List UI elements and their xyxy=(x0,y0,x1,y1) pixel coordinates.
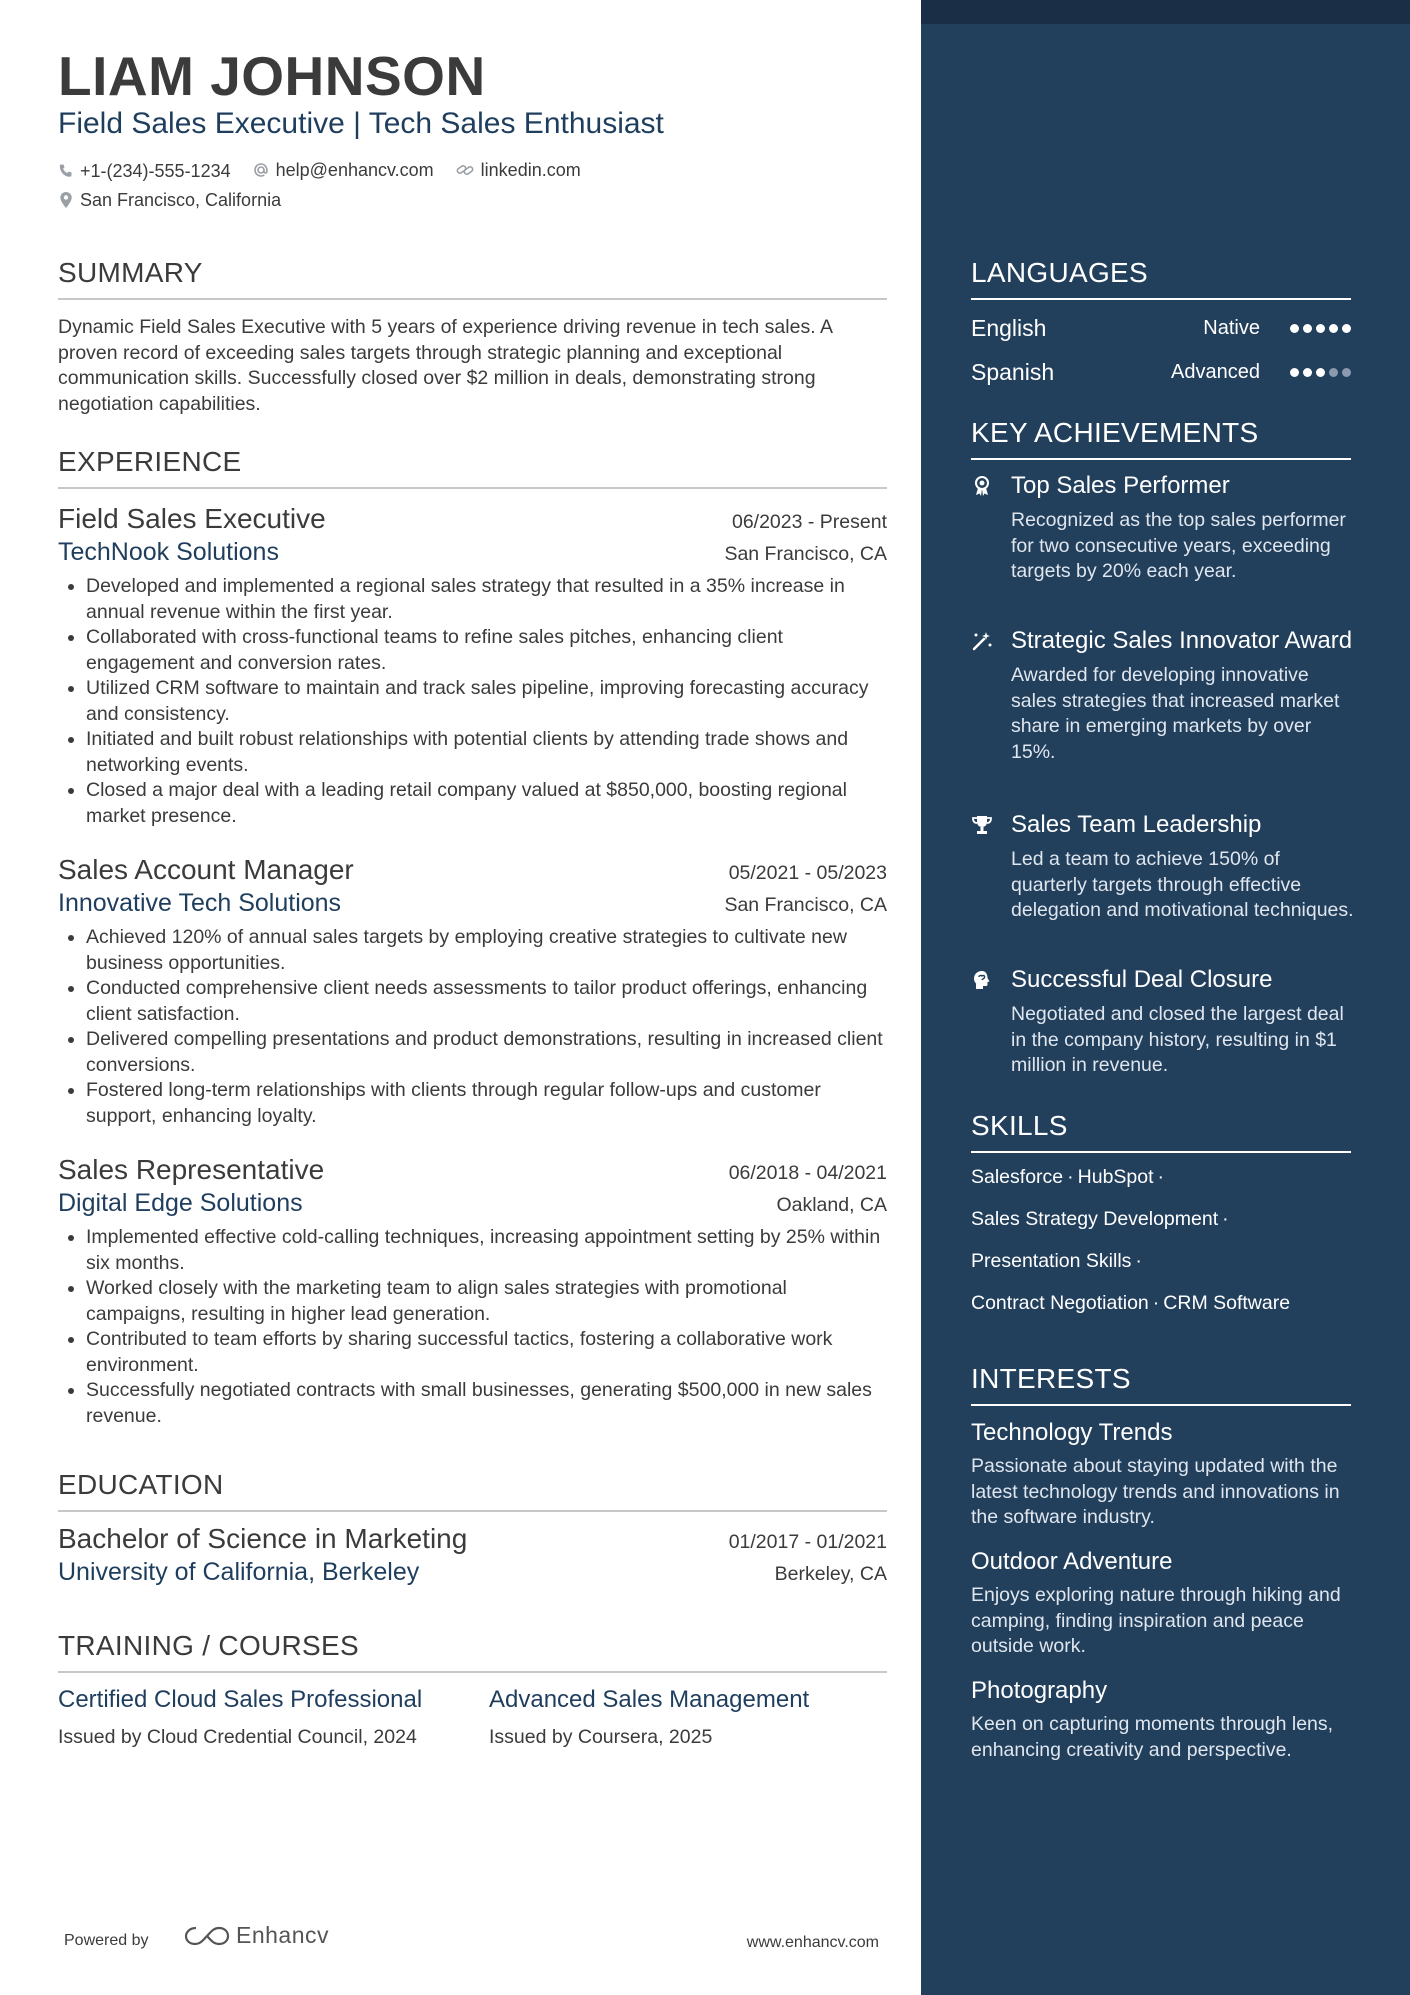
language-name: Spanish xyxy=(971,358,1055,385)
skills-line xyxy=(971,1250,1146,1273)
languages-heading: LANGUAGES xyxy=(971,256,1351,300)
achievement-title: Top Sales Performer xyxy=(1011,472,1230,499)
job-dates: 06/2018 - 04/2021 xyxy=(728,1162,887,1184)
bullet-item: • Delivered compelling presentations and product demonstrations, resulting in increased client conversions. xyxy=(86,1027,887,1078)
achievements-heading: KEY ACHIEVEMENTS xyxy=(971,416,1351,460)
rating-dot-filled xyxy=(1303,368,1312,377)
achievement-desc: Negotiated and closed the largest deal in the company history, resulting in $1 million in revenue. xyxy=(1011,1003,1344,1076)
skill-separator: · xyxy=(1135,1250,1142,1272)
job-title: Sales Account Manager xyxy=(58,854,354,885)
bullet-item: • Utilized CRM software to maintain and track sales pipeline, improving forecasting accuracy and consistency. xyxy=(86,676,887,727)
language-rating xyxy=(1290,324,1351,333)
job-title: Field Sales Executive xyxy=(58,503,326,534)
contact-location xyxy=(58,188,281,212)
language-name: English xyxy=(971,314,1047,341)
company-name: Innovative Tech Solutions xyxy=(58,889,342,917)
skill-item: HubSpot xyxy=(1077,1166,1154,1188)
sidebar-top-strip xyxy=(921,0,1410,24)
bullet-item: • Initiated and built robust relationships with potential clients by attending trade shows and networking events. xyxy=(86,727,887,778)
job-entry xyxy=(58,502,887,829)
achievement-desc: Awarded for developing innovative sales strategies that increased market share in emerging markets by over 15%. xyxy=(1011,664,1340,763)
skills-heading: SKILLS xyxy=(971,1109,1351,1153)
bullet-item: • Developed and implemented a regional sales strategy that resulted in a 35% increase in annual revenue within the first year. xyxy=(86,574,887,625)
at-sign-icon xyxy=(252,161,270,179)
magic-wand-icon xyxy=(971,630,993,652)
interest-item xyxy=(971,1547,1356,1660)
location-text: San Francisco, California xyxy=(80,189,282,210)
brain-head-icon xyxy=(971,969,993,991)
interests-heading: INTERESTS xyxy=(971,1362,1351,1406)
phone-icon xyxy=(58,163,74,179)
job-bullets xyxy=(58,1225,887,1429)
rating-dot-filled xyxy=(1290,368,1299,377)
company-name: TechNook Solutions xyxy=(58,538,279,566)
rating-dot-filled xyxy=(1342,324,1351,333)
bullet-item: • Conducted comprehensive client needs assessments to tailor product offerings, enhancing client satisfaction. xyxy=(86,976,887,1027)
contact-info xyxy=(58,158,898,214)
course-entry xyxy=(489,1685,884,1751)
achievement-item xyxy=(971,965,1356,1079)
phone-text: +1-(234)-555-1234 xyxy=(80,160,231,181)
achievement-title: Strategic Sales Innovator Award xyxy=(1011,627,1353,654)
job-entry xyxy=(58,853,887,1129)
contact-linkedin[interactable] xyxy=(455,158,581,182)
language-rating xyxy=(1290,368,1351,377)
contact-phone[interactable] xyxy=(58,159,231,183)
course-issuer: Issued by Coursera, 2025 xyxy=(489,1726,713,1748)
bullet-item: • Implemented effective cold-calling techniques, increasing appointment setting by 25% within six months. xyxy=(86,1225,887,1276)
skill-item: Presentation Skills xyxy=(971,1250,1132,1272)
footer-url[interactable]: www.enhancv.com xyxy=(746,1934,879,1951)
enhancv-logo-icon xyxy=(184,1924,230,1948)
job-title: Sales Representative xyxy=(58,1154,325,1185)
job-entry xyxy=(58,1153,887,1429)
achievement-desc: Led a team to achieve 150% of quarterly targets through effective delegation and motivational techniques. xyxy=(1011,848,1354,921)
rating-dot-filled xyxy=(1303,324,1312,333)
job-location: San Francisco, CA xyxy=(724,543,887,565)
location-pin-icon xyxy=(58,191,74,209)
award-ribbon-icon xyxy=(971,475,993,497)
interest-title: Photography xyxy=(971,1677,1108,1704)
achievement-desc: Recognized as the top sales performer for two consecutive years, exceeding targets by 20% each year. xyxy=(1011,509,1346,582)
rating-dot-filled xyxy=(1316,368,1325,377)
language-level: Native xyxy=(1203,316,1260,339)
rating-dot-empty xyxy=(1329,368,1338,377)
education-heading: EDUCATION xyxy=(58,1468,887,1512)
job-bullets xyxy=(58,925,887,1129)
summary-heading: SUMMARY xyxy=(58,256,887,300)
course-issuer: Issued by Cloud Credential Council, 2024 xyxy=(58,1726,417,1748)
bullet-item: • Closed a major deal with a leading retail company valued at $850,000, boosting regional market presence. xyxy=(86,778,887,829)
achievement-item xyxy=(971,810,1356,924)
degree-name: Bachelor of Science in Marketing xyxy=(58,1523,468,1554)
rating-dot-filled xyxy=(1290,324,1299,333)
language-row xyxy=(971,312,1351,344)
bullet-item: • Successfully negotiated contracts with small businesses, generating $500,000 in new sales revenue. xyxy=(86,1378,887,1429)
link-icon xyxy=(455,161,475,179)
interest-title: Outdoor Adventure xyxy=(971,1548,1173,1575)
school-name: University of California, Berkeley xyxy=(58,1558,420,1586)
skill-item: Sales Strategy Development xyxy=(971,1208,1219,1230)
job-bullets xyxy=(58,574,887,829)
achievement-title: Sales Team Leadership xyxy=(1011,811,1262,838)
course-entry xyxy=(58,1685,453,1751)
achievement-item xyxy=(971,471,1356,585)
rating-dot-filled xyxy=(1316,324,1325,333)
linkedin-text: linkedin.com xyxy=(480,159,581,180)
skill-separator: · xyxy=(1152,1292,1160,1314)
skills-line xyxy=(971,1166,1168,1189)
rating-dot-empty xyxy=(1342,368,1351,377)
summary-text: Dynamic Field Sales Executive with 5 years of experience driving revenue in tech sales. A proven record of exceeding sales targets through strategic planning and exceptional communication skills. Successfully closed over $2 million in deals, demonstrating strong negotiation capabilities. xyxy=(58,316,832,415)
interest-item xyxy=(971,1418,1356,1531)
achievement-item xyxy=(971,626,1356,765)
bullet-item: • Contributed to team efforts by sharing successful tactics, fostering a collaborative work environment. xyxy=(86,1327,887,1378)
course-name: Certified Cloud Sales Professional xyxy=(58,1686,423,1713)
bullet-item: • Achieved 120% of annual sales targets by employing creative strategies to cultivate new business opportunities. xyxy=(86,925,887,976)
job-dates: 06/2023 - Present xyxy=(731,511,887,533)
job-dates: 05/2021 - 05/2023 xyxy=(728,862,887,884)
skill-item: Salesforce xyxy=(971,1166,1064,1188)
rating-dot-filled xyxy=(1329,324,1338,333)
interest-title: Technology Trends xyxy=(971,1419,1173,1446)
skill-separator: · xyxy=(1157,1166,1165,1188)
brand-name: Enhancv xyxy=(236,1922,330,1948)
skill-separator: · xyxy=(1067,1166,1074,1188)
education-dates: 01/2017 - 01/2021 xyxy=(728,1531,887,1553)
education-location: Berkeley, CA xyxy=(774,1563,887,1585)
training-heading: TRAINING / COURSES xyxy=(58,1629,887,1673)
job-location: Oakland, CA xyxy=(776,1194,887,1216)
email-text: help@enhancv.com xyxy=(275,159,434,180)
skills-line xyxy=(971,1292,1290,1315)
skills-line xyxy=(971,1208,1233,1231)
course-name: Advanced Sales Management xyxy=(489,1686,810,1713)
skill-item: CRM Software xyxy=(1163,1292,1291,1314)
enhancv-logo[interactable] xyxy=(184,1922,329,1949)
candidate-name: LIAM JOHNSON xyxy=(58,45,486,107)
education-entry xyxy=(58,1522,887,1588)
interest-desc: Passionate about staying updated with the latest technology trends and innovations in the software industry. xyxy=(971,1455,1340,1528)
job-location: San Francisco, CA xyxy=(724,894,887,916)
skill-item: Contract Negotiation xyxy=(971,1292,1149,1314)
achievement-title: Successful Deal Closure xyxy=(1011,966,1273,993)
powered-by-label: Powered by xyxy=(64,1932,149,1949)
skill-separator: · xyxy=(1222,1208,1229,1230)
language-row xyxy=(971,356,1351,388)
trophy-icon xyxy=(971,814,993,836)
bullet-item: • Fostered long-term relationships with clients through regular follow-ups and customer support, enhancing loyalty. xyxy=(86,1078,887,1129)
contact-email[interactable] xyxy=(252,158,434,182)
interest-desc: Keen on capturing moments through lens, enhancing creativity and perspective. xyxy=(971,1713,1334,1761)
language-level: Advanced xyxy=(1171,360,1260,383)
company-name: Digital Edge Solutions xyxy=(58,1189,303,1217)
sidebar xyxy=(921,0,1410,1995)
experience-heading: EXPERIENCE xyxy=(58,445,887,489)
candidate-title: Field Sales Executive | Tech Sales Enthusiast xyxy=(58,107,664,140)
interest-desc: Enjoys exploring nature through hiking and camping, finding inspiration and peace outside work. xyxy=(971,1584,1341,1657)
interest-item xyxy=(971,1676,1356,1763)
bullet-item: • Collaborated with cross-functional teams to refine sales pitches, enhancing client engagement and conversion rates. xyxy=(86,625,887,676)
bullet-item: • Worked closely with the marketing team to align sales strategies with promotional campaigns, resulting in higher lead generation. xyxy=(86,1276,887,1327)
